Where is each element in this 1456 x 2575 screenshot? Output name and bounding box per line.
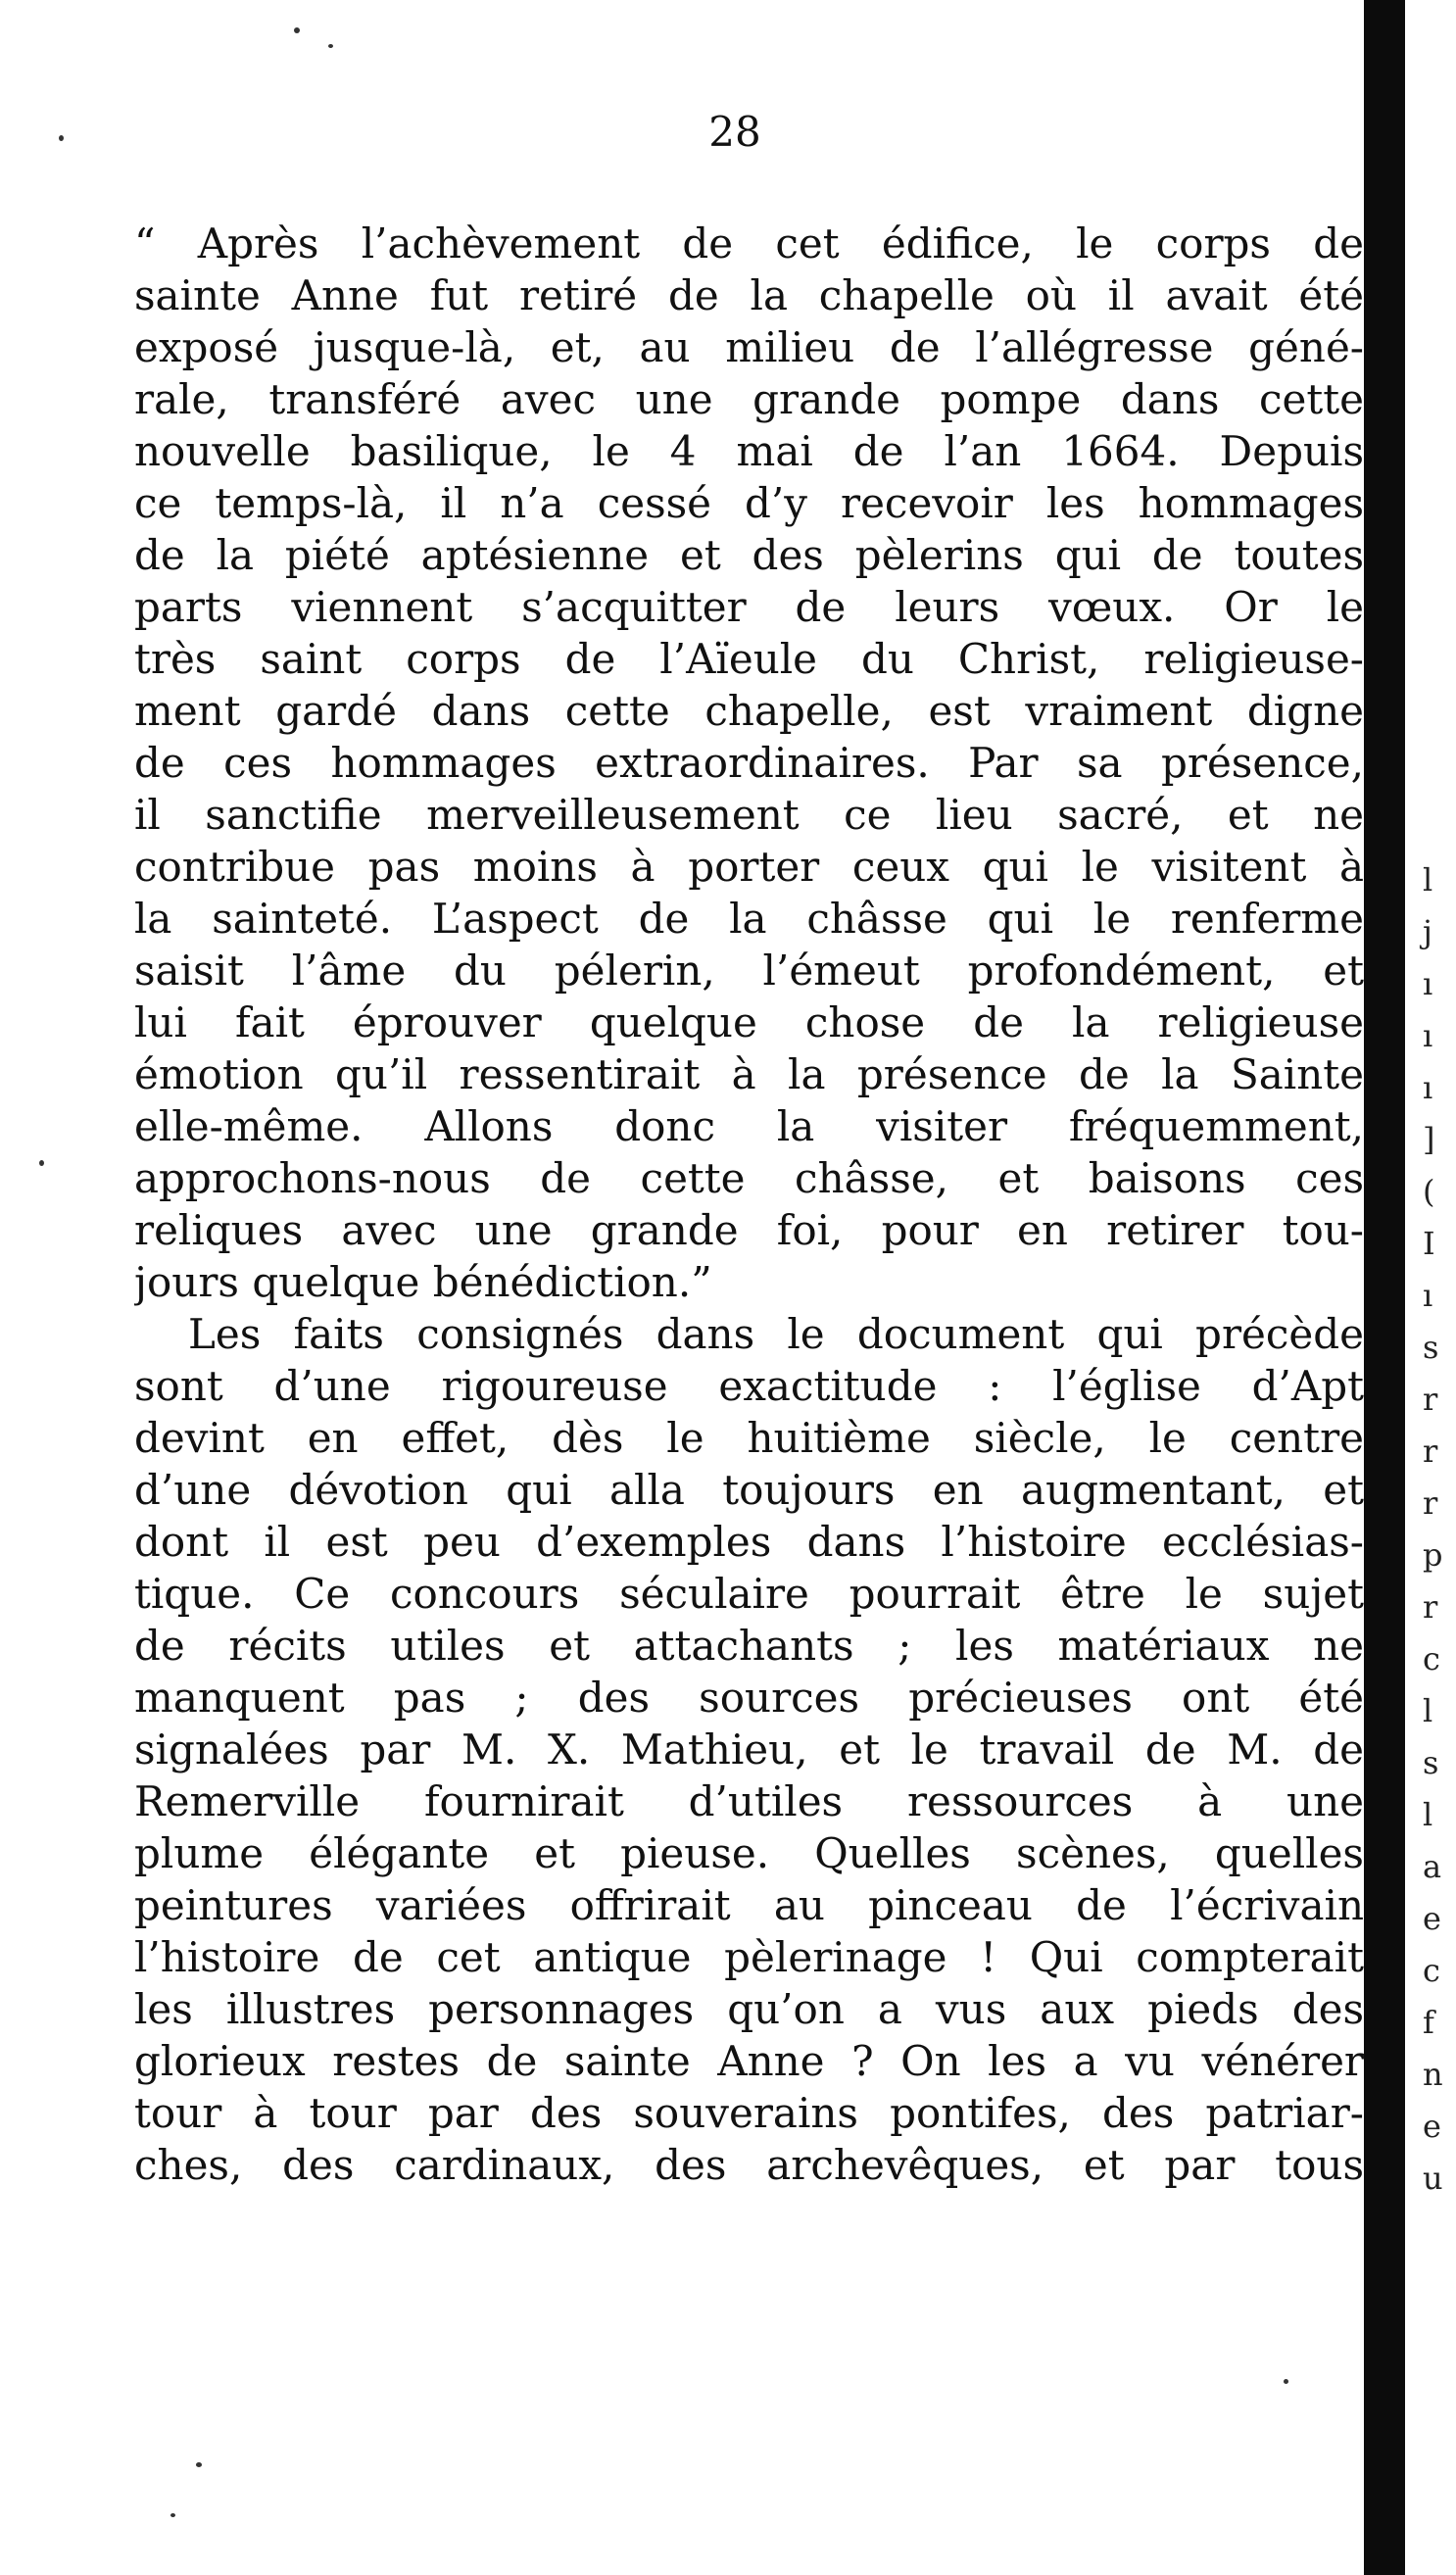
text-line: peintures variées offrirait au pinceau de l’écrivain (134, 1881, 1364, 1929)
text-line: exposé jusque-là, et, au milieu de l’allégresse géné- (134, 323, 1364, 371)
edge-letter: ( (1423, 1173, 1435, 1210)
edge-letter: j (1423, 913, 1432, 950)
edge-letter: l (1423, 1692, 1433, 1729)
text-line: glorieux restes de sainte Anne ? On les a vu vénérer (134, 2037, 1364, 2085)
text-line: approchons-nous de cette châsse, et baisons ces (134, 1154, 1364, 1202)
text-line: les illustres personnages qu’on a vus aux pieds des (134, 1985, 1364, 2033)
text-line: sainte Anne fut retiré de la chapelle où il avait été (134, 271, 1364, 319)
edge-letter: p (1423, 1536, 1443, 1574)
text-line: ches, des cardinaux, des archevêques, et par tous (134, 2141, 1364, 2189)
text-line: d’une dévotion qui alla toujours en augmentant, et (134, 1466, 1364, 1514)
text-line: contribue pas moins à porter ceux qui le visitent à (134, 843, 1364, 891)
page-number: 28 (708, 108, 761, 156)
edge-letter: r (1423, 1588, 1438, 1626)
paper-speck (39, 1160, 44, 1166)
paper-speck (59, 135, 64, 141)
text-line: de la piété aptésienne et des pèlerins qui de toutes (134, 531, 1364, 579)
paper-speck (1284, 2379, 1288, 2384)
facing-page-edge-text (1423, 854, 1452, 2205)
text-line: la sainteté. L’aspect de la châsse qui le renferme (134, 895, 1364, 943)
edge-letter: r (1423, 1433, 1438, 1470)
text-line: signalées par M. X. Mathieu, et le travail de M. de (134, 1725, 1364, 1773)
text-line: sont d’une rigoureuse exactitude : l’église d’Apt (134, 1362, 1364, 1410)
text-line: nouvelle basilique, le 4 mai de l’an 1664. Depuis (134, 427, 1364, 475)
edge-letter: f (1423, 2004, 1434, 2041)
text-line: parts viennent s’acquitter de leurs vœux. Or le (134, 583, 1364, 631)
text-line: tour à tour par des souverains pontifes, des patriar- (134, 2089, 1364, 2137)
paper-speck (170, 2513, 175, 2517)
text-line: “ Après l’achèvement de cet édifice, le corps de (134, 219, 1364, 267)
text-line: émotion qu’il ressentirait à la présence de la Sainte (134, 1050, 1364, 1098)
text-line: ment gardé dans cette chapelle, est vraiment digne (134, 687, 1364, 735)
text-line: Remerville fournirait d’utiles ressources à une (134, 1777, 1364, 1825)
edge-letter: e (1423, 1900, 1441, 1937)
edge-letter: ı (1423, 1017, 1433, 1054)
edge-letter: r (1423, 1484, 1438, 1522)
text-line: l’histoire de cet antique pèlerinage ! Qui compterait (134, 1933, 1364, 1981)
edge-letter: s (1423, 1329, 1439, 1366)
text-line: tique. Ce concours séculaire pourrait être le sujet (134, 1570, 1364, 1618)
edge-letter: I (1423, 1225, 1435, 1262)
text-line: manquent pas ; des sources précieuses ont été (134, 1674, 1364, 1722)
text-line: de récits utiles et attachants ; les matériaux ne (134, 1622, 1364, 1670)
text-line: rale, transféré avec une grande pompe dans cette (134, 375, 1364, 423)
body-text (134, 218, 1364, 2191)
text-line: reliques avec une grande foi, pour en retirer tou- (134, 1206, 1364, 1254)
text-line: il sanctifie merveilleusement ce lieu sacré, et ne (134, 791, 1364, 839)
text-line: jours quelque bénédiction.” (134, 1258, 712, 1306)
text-line: devint en effet, dès le huitième siècle, le centre (134, 1414, 1364, 1462)
paper-speck (294, 27, 300, 33)
paper-speck (196, 2462, 202, 2467)
edge-letter: a (1423, 1848, 1442, 1885)
edge-letter: ı (1423, 1277, 1433, 1314)
text-line: de ces hommages extraordinaires. Par sa présence, (134, 739, 1364, 787)
paper-speck (328, 44, 333, 48)
edge-letter: ı (1423, 965, 1433, 1002)
edge-letter: e (1423, 2108, 1441, 2145)
text-line: plume élégante et pieuse. Quelles scènes, quelles (134, 1829, 1364, 1877)
edge-letter: ı (1423, 1069, 1433, 1106)
edge-letter: l (1423, 861, 1433, 899)
edge-letter: n (1423, 2056, 1443, 2093)
text-line: ce temps-là, il n’a cessé d’y recevoir les hommages (134, 479, 1364, 527)
edge-letter: l (1423, 1796, 1433, 1833)
edge-letter: r (1423, 1381, 1438, 1418)
text-line: dont il est peu d’exemples dans l’histoire ecclésias- (134, 1518, 1364, 1566)
text-line: saisit l’âme du pélerin, l’émeut profondément, et (134, 947, 1364, 995)
paragraph-first-line: Les faits consignés dans le document qui précède (188, 1310, 1364, 1358)
text-line: très saint corps de l’Aïeule du Christ, religieuse- (134, 635, 1364, 683)
edge-letter: c (1423, 1952, 1440, 1989)
edge-letter: c (1423, 1640, 1440, 1677)
edge-letter: s (1423, 1744, 1439, 1781)
page-gutter-shadow (1364, 0, 1405, 2575)
edge-letter: u (1423, 2160, 1443, 2197)
text-line: elle-même. Allons donc la visiter fréquemment, (134, 1102, 1364, 1150)
text-line: lui fait éprouver quelque chose de la religieuse (134, 998, 1364, 1046)
edge-letter: ] (1423, 1121, 1435, 1158)
